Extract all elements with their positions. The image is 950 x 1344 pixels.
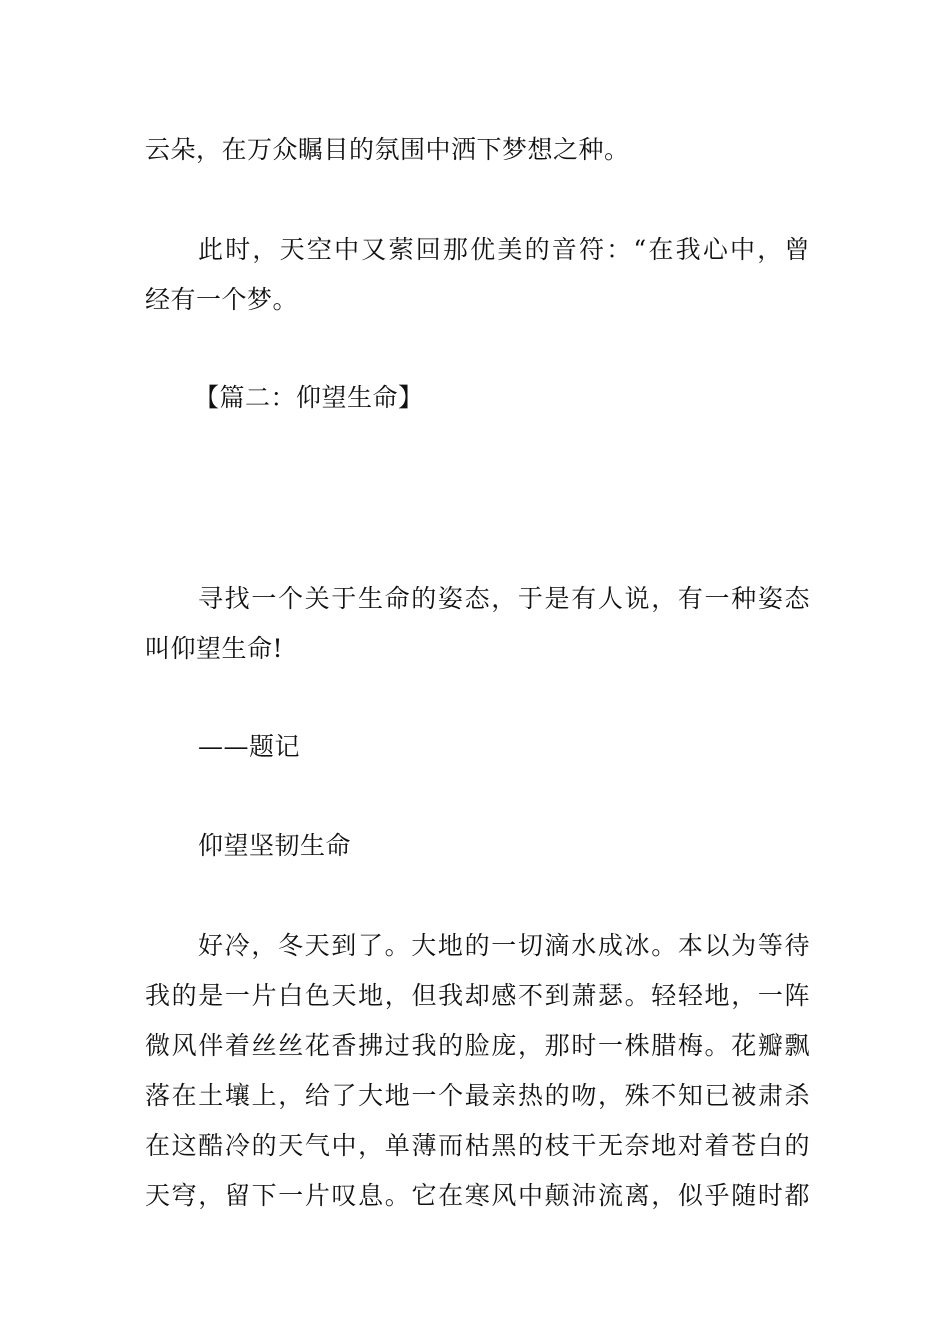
epigraph-attribution: ——题记	[198, 732, 301, 761]
paragraph-line: 叫仰望生命!	[145, 634, 284, 663]
paragraph-line: 寻找一个关于生命的姿态，于是有人说，有一种姿态	[198, 584, 810, 613]
subheading: 仰望坚韧生命	[198, 831, 352, 860]
paragraph-line: 在这酷冷的天气中，单薄而枯黑的枝干无奈地对着苍白的	[145, 1131, 810, 1160]
paragraph-line: 我的是一片白色天地，但我却感不到萧瑟。轻轻地，一阵	[145, 981, 810, 1010]
paragraph-line: 此时，天空中又萦回那优美的音符：“在我心中，曾	[198, 235, 810, 264]
paragraph-line: 天穹，留下一片叹息。它在寒风中颠沛流离，似乎随时都	[145, 1181, 810, 1210]
paragraph-line: 落在土壤上，给了大地一个最亲热的吻，殊不知已被肃杀	[145, 1081, 810, 1110]
section-heading: 【篇二：仰望生命】	[194, 383, 424, 412]
paragraph-line: 好冷，冬天到了。大地的一切滴水成冰。本以为等待	[198, 931, 810, 960]
paragraph-line: 微风伴着丝丝花香拂过我的脸庞，那时一株腊梅。花瓣飘	[145, 1031, 810, 1060]
paragraph-line: 经有一个梦。	[145, 285, 299, 314]
paragraph-line: 云朵，在万众瞩目的氛围中洒下梦想之种。	[145, 135, 630, 164]
